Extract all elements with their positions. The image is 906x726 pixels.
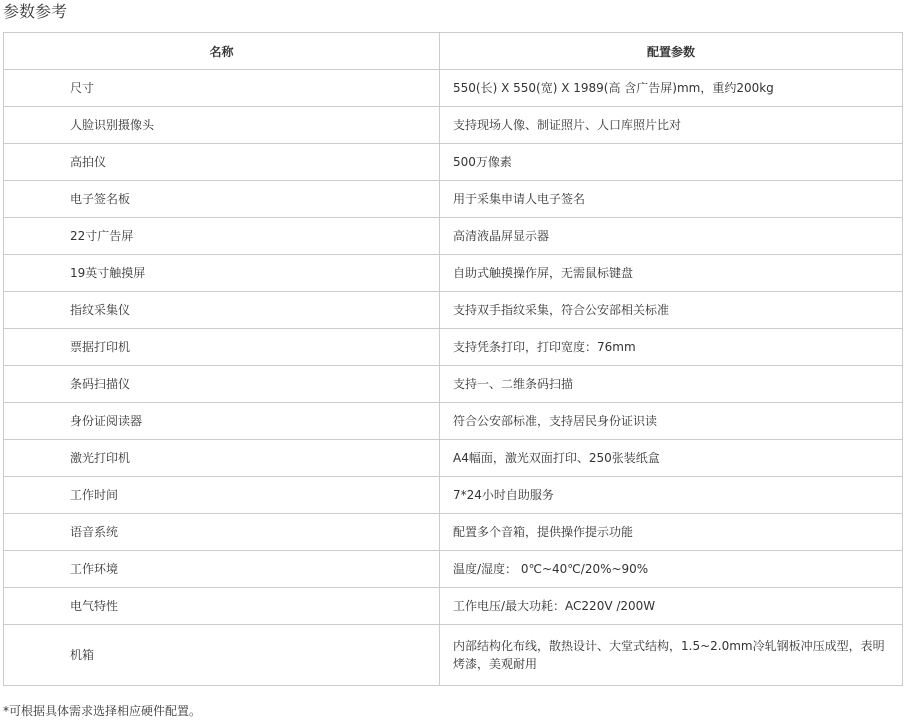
table-row bbox=[4, 70, 903, 107]
row-name-cell: 票据打印机 bbox=[4, 329, 440, 366]
row-value-cell: 配置多个音箱，提供操作提示功能 bbox=[440, 514, 903, 551]
table-row bbox=[4, 181, 903, 218]
row-value-cell: 500万像素 bbox=[440, 144, 903, 181]
page-title: 参数参考 bbox=[3, 2, 68, 21]
table-row bbox=[4, 477, 903, 514]
row-name-cell: 工作时间 bbox=[4, 477, 440, 514]
row-value-cell: 支持一、二维条码扫描 bbox=[440, 366, 903, 403]
row-name-cell: 人脸识别摄像头 bbox=[4, 107, 440, 144]
table-row bbox=[4, 625, 903, 686]
table-row bbox=[4, 514, 903, 551]
table-row bbox=[4, 144, 903, 181]
footnote: *可根据具体需求选择相应硬件配置。 bbox=[3, 704, 202, 718]
column-header-config: 配置参数 bbox=[440, 33, 903, 70]
row-value-cell: 7*24小时自助服务 bbox=[440, 477, 903, 514]
row-name-cell: 机箱 bbox=[4, 625, 440, 686]
table-row bbox=[4, 292, 903, 329]
row-name-cell: 电气特性 bbox=[4, 588, 440, 625]
table-header-row bbox=[4, 33, 903, 70]
table-row bbox=[4, 588, 903, 625]
row-value-cell: 工作电压/最大功耗：AC220V /200W bbox=[440, 588, 903, 625]
column-header-name: 名称 bbox=[4, 33, 440, 70]
row-name-cell: 工作环境 bbox=[4, 551, 440, 588]
row-name-cell: 身份证阅读器 bbox=[4, 403, 440, 440]
row-name-cell: 指纹采集仪 bbox=[4, 292, 440, 329]
table-row bbox=[4, 551, 903, 588]
row-value-cell: 支持现场人像、制证照片、人口库照片比对 bbox=[440, 107, 903, 144]
row-name-cell: 语音系统 bbox=[4, 514, 440, 551]
table-row bbox=[4, 329, 903, 366]
row-value-cell: 支持凭条打印，打印宽度：76mm bbox=[440, 329, 903, 366]
table-row bbox=[4, 218, 903, 255]
table-row bbox=[4, 403, 903, 440]
row-name-cell: 尺寸 bbox=[4, 70, 440, 107]
row-name-cell: 电子签名板 bbox=[4, 181, 440, 218]
row-value-cell: 高清液晶屏显示器 bbox=[440, 218, 903, 255]
row-name-cell: 高拍仪 bbox=[4, 144, 440, 181]
row-name-cell: 激光打印机 bbox=[4, 440, 440, 477]
table-row bbox=[4, 107, 903, 144]
row-value-cell: 支持双手指纹采集，符合公安部相关标准 bbox=[440, 292, 903, 329]
table-row bbox=[4, 366, 903, 403]
row-value-cell: A4幅面，激光双面打印、250张装纸盒 bbox=[440, 440, 903, 477]
row-value-cell: 符合公安部标准，支持居民身份证识读 bbox=[440, 403, 903, 440]
row-value-cell: 用于采集申请人电子签名 bbox=[440, 181, 903, 218]
row-value-cell: 内部结构化布线，散热设计、大堂式结构，1.5~2.0mm冷轧钢板冲压成型，表明烤漆，美观耐用 bbox=[440, 625, 903, 686]
row-value-cell: 自助式触摸操作屏，无需鼠标键盘 bbox=[440, 255, 903, 292]
spec-table bbox=[3, 32, 903, 686]
row-name-cell: 19英寸触摸屏 bbox=[4, 255, 440, 292]
table-row bbox=[4, 255, 903, 292]
table-row bbox=[4, 440, 903, 477]
row-value-cell: 温度/湿度： 0℃~40℃/20%~90% bbox=[440, 551, 903, 588]
row-name-cell: 22寸广告屏 bbox=[4, 218, 440, 255]
row-value-cell: 550(长) X 550(宽) X 1989(高 含广告屏)mm，重约200kg bbox=[440, 70, 903, 107]
row-name-cell: 条码扫描仪 bbox=[4, 366, 440, 403]
